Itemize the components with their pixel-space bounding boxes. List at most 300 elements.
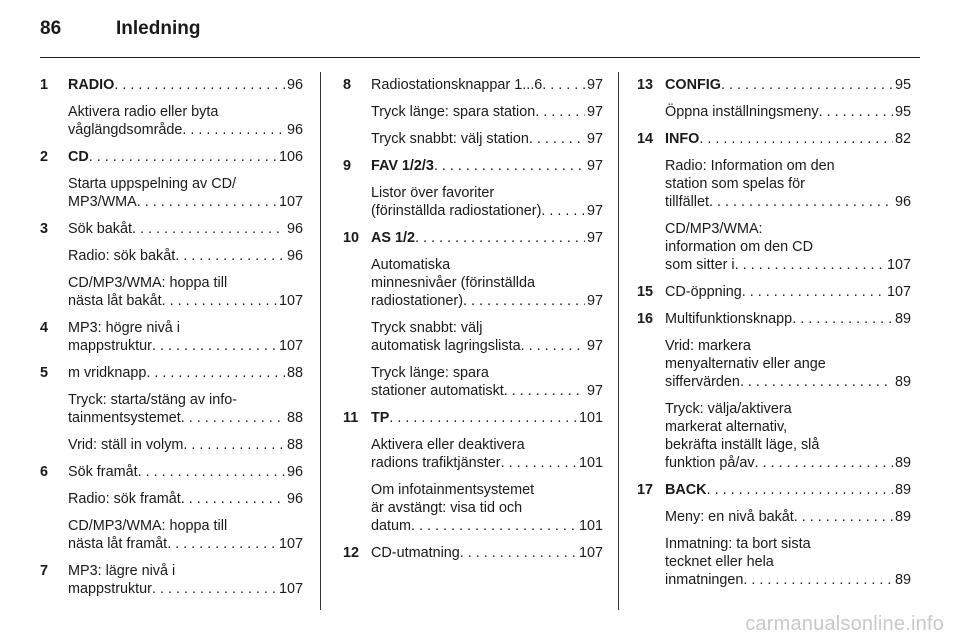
entry-number: 5 (40, 365, 49, 381)
entry-line: information om den CD (665, 239, 813, 255)
entry-leader-line (68, 364, 303, 382)
entry-label: CD-utmatning (371, 545, 460, 561)
entry-text (371, 184, 603, 220)
page-reference[interactable]: 96 (286, 248, 303, 264)
page-reference[interactable]: 96 (894, 194, 911, 210)
index-entry (343, 364, 603, 400)
dot-leader (740, 373, 893, 391)
column-divider (320, 72, 321, 610)
index-entry (40, 76, 303, 94)
entry-label: radiostationer) (371, 293, 463, 309)
entry-text (665, 481, 911, 499)
header-rule (40, 57, 920, 58)
index-entry (637, 130, 911, 148)
entry-number (40, 103, 68, 139)
entry-number (637, 103, 665, 121)
dot-leader (137, 193, 277, 211)
page-reference[interactable]: 97 (586, 77, 603, 93)
entry-line: Tryck: välja/aktivera (665, 401, 792, 417)
entry-line: markerat alternativ, (665, 419, 788, 435)
page-reference[interactable]: 89 (894, 455, 911, 471)
page-reference[interactable]: 88 (286, 410, 303, 426)
dot-leader (792, 310, 893, 328)
entry-label: stationer automatiskt (371, 383, 504, 399)
entry-number: 9 (343, 158, 352, 174)
entry-leader-line (665, 508, 911, 526)
dot-leader (460, 544, 577, 562)
entry-text (665, 76, 911, 94)
index-column-1 (40, 76, 303, 607)
dot-leader (167, 535, 277, 553)
entry-leader-line (371, 409, 603, 427)
dot-leader (175, 247, 285, 265)
dot-leader (535, 103, 585, 121)
index-entry (343, 157, 603, 175)
index-entry (40, 274, 303, 310)
dot-leader (794, 508, 893, 526)
entry-label: INFO (665, 131, 700, 147)
entry-number (40, 490, 68, 508)
entry-text (665, 337, 911, 391)
dot-leader (529, 130, 585, 148)
dot-leader (743, 571, 893, 589)
index-column-2 (343, 76, 603, 571)
page-reference[interactable]: 88 (286, 437, 303, 453)
entry-leader-line (665, 76, 911, 94)
watermark: carmanualsonline.info (745, 613, 944, 635)
page-title: Inledning (116, 18, 201, 39)
entry-label: BACK (665, 482, 707, 498)
page-reference[interactable]: 107 (886, 284, 911, 300)
entry-line: CD/MP3/WMA: (665, 221, 763, 237)
entry-label: Radio: sök bakåt (68, 248, 176, 264)
page-reference[interactable]: 97 (586, 158, 603, 174)
entry-line: Tryck: starta/stäng av info- (68, 392, 238, 408)
entry-text (665, 130, 911, 148)
index-entry (343, 481, 603, 535)
dot-leader (541, 202, 585, 220)
entry-leader-line (665, 571, 911, 589)
entry-text (371, 157, 603, 175)
entry-text (665, 310, 911, 328)
entry-leader-line (371, 202, 603, 220)
index-entry (40, 364, 303, 382)
entry-line: CD/MP3/WMA: hoppa till (68, 275, 228, 291)
entry-text (68, 364, 303, 382)
index-entry (343, 544, 603, 562)
index-entry (40, 148, 303, 166)
entry-number (637, 157, 665, 211)
entry-line: Tryck länge: spara (371, 365, 489, 381)
entry-leader-line (665, 283, 911, 301)
entry-line: Om infotainmentsystemet (371, 482, 535, 498)
entry-label: automatisk lagringslista (371, 338, 521, 354)
entry-text (68, 463, 303, 481)
page-reference[interactable]: 88 (286, 365, 303, 381)
index-entry (40, 517, 303, 553)
page-reference[interactable]: 89 (894, 482, 911, 498)
page-reference[interactable]: 89 (894, 374, 911, 390)
index-entry (40, 490, 303, 508)
dot-leader (415, 229, 585, 247)
page-reference[interactable]: 107 (278, 338, 303, 354)
page-reference[interactable]: 96 (286, 221, 303, 237)
entry-text (665, 220, 911, 274)
page-reference[interactable]: 107 (278, 581, 303, 597)
entry-number (40, 247, 68, 265)
entry-number: 10 (343, 230, 360, 246)
dot-leader (735, 256, 885, 274)
entry-leader-line (665, 193, 911, 211)
entry-label: CD-öppning (665, 284, 742, 300)
entry-number: 8 (343, 77, 352, 93)
entry-label: funktion på/av (665, 455, 755, 471)
dot-leader (434, 157, 585, 175)
page-reference[interactable]: 82 (894, 131, 911, 147)
page-reference[interactable]: 96 (286, 122, 303, 138)
page-reference[interactable]: 97 (586, 131, 603, 147)
entry-number: 15 (637, 284, 654, 300)
entry-leader-line (68, 193, 303, 211)
index-entry (343, 409, 603, 427)
page-reference[interactable]: 96 (286, 77, 303, 93)
page-reference[interactable]: 97 (586, 230, 603, 246)
column-divider (618, 72, 619, 610)
entry-leader-line (371, 517, 603, 535)
index-entry (40, 463, 303, 481)
entry-leader-line (68, 220, 303, 238)
dot-leader (138, 463, 285, 481)
entry-number: 11 (343, 410, 359, 426)
entry-label: MP3/WMA (68, 194, 137, 210)
entry-leader-line (68, 337, 303, 355)
entry-text (665, 400, 911, 472)
index-entry (343, 184, 603, 220)
entry-line: Aktivera radio eller byta (68, 104, 219, 120)
page-number: 86 (40, 18, 62, 39)
entry-leader-line (68, 436, 303, 454)
index-entry (343, 229, 603, 247)
index-entry (637, 76, 911, 94)
entry-label: m vridknapp (68, 365, 147, 381)
entry-text (665, 535, 911, 589)
page-reference[interactable]: 106 (278, 149, 303, 165)
entry-leader-line (371, 76, 603, 94)
dot-leader (114, 76, 285, 94)
dot-leader (699, 130, 893, 148)
index-entry (40, 103, 303, 139)
entry-label: våglängdsområde (68, 122, 183, 138)
entry-line: Inmatning: ta bort sista (665, 536, 811, 552)
entry-text (371, 409, 603, 427)
entry-label: Multifunktionsknapp (665, 311, 793, 327)
entry-number (40, 175, 68, 211)
dot-leader (162, 292, 277, 310)
entry-leader-line (665, 481, 911, 499)
entry-leader-line (371, 130, 603, 148)
entry-label: datum (371, 518, 411, 534)
entry-label: mappstruktur (68, 338, 152, 354)
entry-line: Starta uppspelning av CD/ (68, 176, 236, 192)
entry-number: 6 (40, 464, 49, 480)
page-reference[interactable]: 97 (586, 104, 603, 120)
entry-label: Vrid: ställ in volym (68, 437, 184, 453)
dot-leader (152, 337, 277, 355)
entry-leader-line (68, 148, 303, 166)
entry-text (665, 157, 911, 211)
entry-number (343, 364, 371, 400)
entry-number (40, 391, 68, 427)
index-entry (40, 391, 303, 427)
dot-leader (542, 76, 585, 94)
entry-label: CONFIG (665, 77, 721, 93)
index-entry (637, 535, 911, 589)
index-entry (637, 400, 911, 472)
entry-leader-line (68, 292, 303, 310)
index-column-3 (637, 76, 911, 598)
entry-leader-line (665, 454, 911, 472)
entry-leader-line (371, 229, 603, 247)
page-reference[interactable]: 89 (894, 509, 911, 525)
entry-text (371, 319, 603, 355)
entry-text (371, 229, 603, 247)
entry-line: minnesnivåer (förinställda (371, 275, 535, 291)
entry-text (68, 391, 303, 427)
entry-leader-line (665, 103, 911, 121)
dot-leader (181, 409, 285, 427)
entry-leader-line (665, 310, 911, 328)
entry-text (371, 436, 603, 472)
page-reference[interactable]: 97 (586, 203, 603, 219)
entry-label: tainmentsystemet (68, 410, 181, 426)
page-reference[interactable]: 107 (578, 545, 603, 561)
dot-leader (504, 382, 585, 400)
entry-line: Tryck snabbt: välj (371, 320, 483, 336)
entry-text (371, 481, 603, 535)
entry-text (68, 175, 303, 211)
entry-label: som sitter i (665, 257, 735, 273)
entry-number (343, 184, 371, 220)
entry-label: mappstruktur (68, 581, 152, 597)
index-entry (343, 130, 603, 148)
page-reference[interactable]: 101 (578, 455, 603, 471)
entry-leader-line (68, 463, 303, 481)
dot-leader (411, 517, 577, 535)
entry-number (343, 481, 371, 535)
page-reference[interactable]: 101 (578, 518, 603, 534)
entry-number (637, 535, 665, 589)
entry-label: Radio: sök framåt (68, 491, 181, 507)
page-reference[interactable]: 89 (894, 311, 911, 327)
entry-text (68, 103, 303, 139)
entry-label: nästa låt bakåt (68, 293, 162, 309)
entry-leader-line (665, 373, 911, 391)
entry-leader-line (68, 490, 303, 508)
entry-text (371, 103, 603, 121)
entry-number (637, 337, 665, 391)
entry-text (68, 220, 303, 238)
entry-number: 1 (40, 77, 49, 93)
entry-label: tillfället (665, 194, 709, 210)
entry-label: Radiostationsknappar 1...6 (371, 77, 543, 93)
dot-leader (146, 364, 285, 382)
index-entry (637, 103, 911, 121)
entry-label: inmatningen (665, 572, 744, 588)
index-entry (343, 76, 603, 94)
entry-text (68, 436, 303, 454)
entry-text (68, 490, 303, 508)
entry-number: 17 (637, 482, 654, 498)
dot-leader (132, 220, 285, 238)
entry-leader-line (68, 580, 303, 598)
page-reference[interactable]: 96 (286, 491, 303, 507)
entry-number (637, 400, 665, 472)
entry-line: bekräfta inställt läge, slå (665, 437, 820, 453)
entry-text (68, 247, 303, 265)
page-reference[interactable]: 97 (586, 293, 603, 309)
entry-label: nästa låt framåt (68, 536, 168, 552)
entry-number (343, 319, 371, 355)
entry-line: MP3: högre nivå i (68, 320, 180, 336)
index-entry (40, 562, 303, 598)
entry-leader-line (68, 247, 303, 265)
entry-label: Tryck snabbt: välj station (371, 131, 529, 147)
index-entry (40, 247, 303, 265)
entry-text (371, 256, 603, 310)
index-entry (40, 436, 303, 454)
index-entry (637, 481, 911, 499)
dot-leader (707, 481, 893, 499)
entry-label: AS 1/2 (371, 230, 415, 246)
page-reference[interactable]: 107 (278, 536, 303, 552)
entry-number: 12 (343, 545, 360, 561)
entry-text (68, 319, 303, 355)
entry-text (371, 130, 603, 148)
index-entry (637, 283, 911, 301)
dot-leader (463, 292, 585, 310)
page-reference[interactable]: 107 (886, 257, 911, 273)
entry-line: Radio: Information om den (665, 158, 835, 174)
entry-leader-line (371, 103, 603, 121)
entry-line: MP3: lägre nivå i (68, 563, 176, 579)
dot-leader (755, 454, 893, 472)
entry-text (665, 508, 911, 526)
entry-number (40, 436, 68, 454)
entry-line: Automatiska (371, 257, 451, 273)
entry-line: menyalternativ eller ange (665, 356, 826, 372)
index-entry (637, 508, 911, 526)
entry-number: 3 (40, 221, 49, 237)
dot-leader (89, 148, 277, 166)
index-entry (637, 337, 911, 391)
entry-text (371, 364, 603, 400)
index-entry (343, 436, 603, 472)
entry-line: CD/MP3/WMA: hoppa till (68, 518, 228, 534)
entry-number (40, 517, 68, 553)
dot-leader (521, 337, 585, 355)
dot-leader (501, 454, 577, 472)
entry-number: 2 (40, 149, 49, 165)
entry-line: tecknet eller hela (665, 554, 774, 570)
entry-leader-line (68, 76, 303, 94)
entry-number (343, 436, 371, 472)
entry-label: RADIO (68, 77, 115, 93)
page-reference[interactable]: 95 (894, 104, 911, 120)
entry-number (343, 256, 371, 310)
entry-leader-line (371, 292, 603, 310)
dot-leader (709, 193, 893, 211)
entry-text (371, 544, 603, 562)
entry-label: FAV 1/2/3 (371, 158, 434, 174)
entry-label: Sök framåt (68, 464, 138, 480)
page-reference[interactable]: 97 (586, 383, 603, 399)
dot-leader (181, 490, 285, 508)
index-entry (343, 103, 603, 121)
entry-leader-line (371, 454, 603, 472)
entry-number (343, 130, 371, 148)
entry-label: siffervärden (665, 374, 740, 390)
entry-number (40, 274, 68, 310)
entry-text (665, 103, 911, 121)
entry-label: radions trafiktjänster (371, 455, 501, 471)
entry-text (68, 76, 303, 94)
page-reference[interactable]: 101 (578, 410, 603, 426)
entry-number (637, 508, 665, 526)
entry-leader-line (68, 535, 303, 553)
page-header (40, 18, 200, 48)
index-entry (637, 310, 911, 328)
index-entry (637, 157, 911, 211)
dot-leader (152, 580, 277, 598)
entry-line: är avstängt: visa tid och (371, 500, 523, 516)
entry-label: Meny: en nivå bakåt (665, 509, 794, 525)
entry-label: Öppna inställningsmeny (665, 104, 819, 120)
index-entry (343, 256, 603, 310)
entry-leader-line (371, 544, 603, 562)
entry-number: 13 (637, 77, 654, 93)
index-entry (637, 220, 911, 274)
page-reference[interactable]: 95 (894, 77, 911, 93)
entry-text (68, 517, 303, 553)
entry-label: Sök bakåt (68, 221, 132, 237)
entry-number (343, 103, 371, 121)
entry-leader-line (665, 130, 911, 148)
index-entry (40, 220, 303, 238)
entry-number: 14 (637, 131, 654, 147)
page-reference[interactable]: 89 (894, 572, 911, 588)
entry-line: Vrid: markera (665, 338, 751, 354)
dot-leader (721, 76, 893, 94)
entry-text (68, 274, 303, 310)
entry-number: 16 (637, 311, 654, 327)
entry-line: Aktivera eller deaktivera (371, 437, 525, 453)
index-entry (343, 319, 603, 355)
page-reference[interactable]: 97 (586, 338, 603, 354)
entry-text (68, 148, 303, 166)
page-reference[interactable]: 107 (278, 293, 303, 309)
page-reference[interactable]: 96 (286, 464, 303, 480)
index-entry (40, 175, 303, 211)
entry-leader-line (68, 121, 303, 139)
entry-leader-line (371, 157, 603, 175)
entry-label: Tryck länge: spara station (371, 104, 536, 120)
entry-text (68, 562, 303, 598)
page-reference[interactable]: 107 (278, 194, 303, 210)
entry-text (665, 283, 911, 301)
dot-leader (742, 283, 885, 301)
entry-leader-line (68, 409, 303, 427)
entry-line: Listor över favoriter (371, 185, 495, 201)
